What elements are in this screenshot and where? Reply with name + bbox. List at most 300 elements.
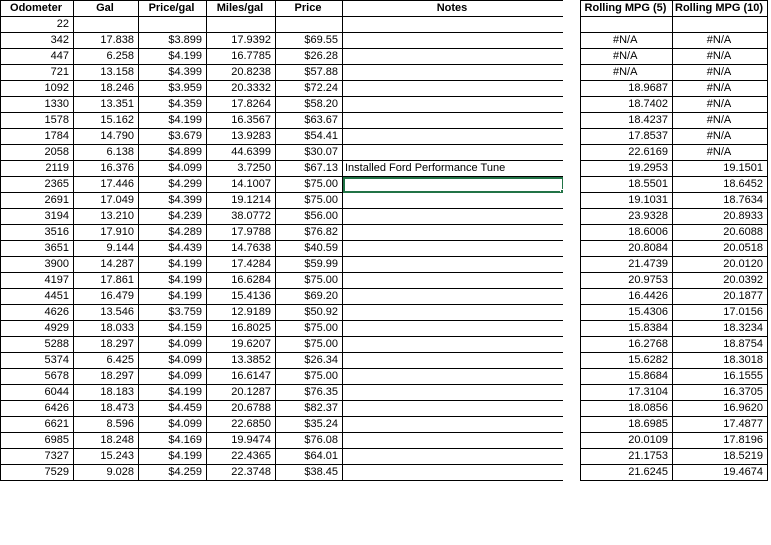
cell-rolling-mpg-5[interactable]: 17.8537 xyxy=(581,129,673,145)
table-row xyxy=(581,401,768,417)
table-row xyxy=(581,321,768,337)
cell-notes[interactable] xyxy=(343,353,564,369)
cell-rolling-mpg-5[interactable]: #N/A xyxy=(581,49,673,65)
table-row xyxy=(581,433,768,449)
cell-miles-per-gal[interactable] xyxy=(207,17,276,33)
cell-price-per-gal[interactable]: $4.199 xyxy=(139,449,207,465)
cell-rolling-mpg-10[interactable]: #N/A xyxy=(673,81,768,97)
cell-notes[interactable] xyxy=(343,33,564,49)
table-row xyxy=(581,161,768,177)
cell-price-per-gal[interactable]: $4.099 xyxy=(139,337,207,353)
cell-rolling-mpg-5[interactable]: 23.9328 xyxy=(581,209,673,225)
table-row xyxy=(1,241,564,257)
cell-miles-per-gal[interactable]: 16.7785 xyxy=(207,49,276,65)
cell-price[interactable]: $69.55 xyxy=(276,33,343,49)
cell-odometer[interactable]: 6985 xyxy=(1,433,74,449)
cell-price-per-gal[interactable]: $4.239 xyxy=(139,209,207,225)
table-row xyxy=(1,369,564,385)
cell-miles-per-gal[interactable]: 20.6788 xyxy=(207,401,276,417)
table-row xyxy=(1,177,564,193)
cell-rolling-mpg-5[interactable]: 18.0856 xyxy=(581,401,673,417)
table-row xyxy=(581,257,768,273)
cell-rolling-mpg-10[interactable]: 18.5219 xyxy=(673,449,768,465)
cell-notes[interactable] xyxy=(343,305,564,321)
table-row xyxy=(581,177,768,193)
table-row xyxy=(1,385,564,401)
cell-gal[interactable]: 6.258 xyxy=(74,49,139,65)
header-rolling-mpg-10[interactable]: Rolling MPG (10) xyxy=(673,1,768,17)
table-row xyxy=(1,225,564,241)
header-price-per-gal[interactable]: Price/gal xyxy=(139,1,207,17)
cell-odometer[interactable]: 1784 xyxy=(1,129,74,145)
cell-odometer[interactable]: 2119 xyxy=(1,161,74,177)
table-row xyxy=(581,145,768,161)
table-row xyxy=(581,17,768,33)
table-row xyxy=(581,449,768,465)
cell-price-per-gal[interactable]: $4.099 xyxy=(139,353,207,369)
cell-notes[interactable] xyxy=(343,417,564,433)
cell-rolling-mpg-10[interactable]: #N/A xyxy=(673,49,768,65)
cell-price-per-gal[interactable]: $4.399 xyxy=(139,65,207,81)
cell-notes[interactable] xyxy=(343,225,564,241)
cell-rolling-mpg-10[interactable]: 20.1877 xyxy=(673,289,768,305)
cell-rolling-mpg-10[interactable]: #N/A xyxy=(673,145,768,161)
cell-price-per-gal[interactable]: $4.199 xyxy=(139,257,207,273)
table-row xyxy=(581,289,768,305)
cell-miles-per-gal[interactable]: 20.1287 xyxy=(207,385,276,401)
cell-price[interactable]: $75.00 xyxy=(276,321,343,337)
header-notes[interactable]: Notes xyxy=(343,1,564,17)
cell-price[interactable]: $82.37 xyxy=(276,401,343,417)
cell-odometer[interactable]: 3194 xyxy=(1,209,74,225)
cell-price[interactable]: $69.20 xyxy=(276,289,343,305)
cell-odometer[interactable]: 7529 xyxy=(1,465,74,481)
cell-notes[interactable] xyxy=(343,65,564,81)
cell-rolling-mpg-5[interactable]: 18.6985 xyxy=(581,417,673,433)
cell-odometer[interactable]: 2691 xyxy=(1,193,74,209)
cell-miles-per-gal[interactable]: 22.3748 xyxy=(207,465,276,481)
table-row xyxy=(1,49,564,65)
header-odometer[interactable]: Odometer xyxy=(1,1,74,17)
cell-rolling-mpg-10[interactable]: 18.3018 xyxy=(673,353,768,369)
cell-rolling-mpg-10[interactable]: #N/A xyxy=(673,129,768,145)
cell-miles-per-gal[interactable]: 44.6399 xyxy=(207,145,276,161)
cell-price[interactable]: $50.92 xyxy=(276,305,343,321)
cell-price[interactable]: $67.13 xyxy=(276,161,343,177)
cell-rolling-mpg-5[interactable]: 21.4739 xyxy=(581,257,673,273)
table-row xyxy=(1,17,564,33)
cell-miles-per-gal[interactable]: 16.6284 xyxy=(207,273,276,289)
cell-price-per-gal[interactable]: $4.199 xyxy=(139,49,207,65)
cell-rolling-mpg-10[interactable]: 18.3234 xyxy=(673,321,768,337)
table-row xyxy=(1,401,564,417)
cell-gal[interactable]: 13.158 xyxy=(74,65,139,81)
table-row xyxy=(1,449,564,465)
cell-rolling-mpg-10[interactable]: 20.6088 xyxy=(673,225,768,241)
cell-price[interactable]: $76.35 xyxy=(276,385,343,401)
cell-price-per-gal[interactable]: $4.099 xyxy=(139,369,207,385)
cell-notes[interactable] xyxy=(343,449,564,465)
cell-odometer[interactable]: 1578 xyxy=(1,113,74,129)
cell-rolling-mpg-5[interactable]: 18.7402 xyxy=(581,97,673,113)
rolling-mpg-table xyxy=(580,0,768,481)
cell-rolling-mpg-5[interactable]: #N/A xyxy=(581,65,673,81)
cell-gal[interactable]: 17.838 xyxy=(74,33,139,49)
cell-price[interactable]: $38.45 xyxy=(276,465,343,481)
cell-notes[interactable] xyxy=(343,401,564,417)
cell-miles-per-gal[interactable]: 17.9788 xyxy=(207,225,276,241)
cell-price-per-gal[interactable]: $4.199 xyxy=(139,273,207,289)
table-row xyxy=(1,81,564,97)
header-price[interactable]: Price xyxy=(276,1,343,17)
cell-price-per-gal[interactable]: $4.899 xyxy=(139,145,207,161)
cell-odometer[interactable]: 4451 xyxy=(1,289,74,305)
cell-gal[interactable]: 17.861 xyxy=(74,273,139,289)
cell-price-per-gal[interactable]: $4.169 xyxy=(139,433,207,449)
table-row xyxy=(1,129,564,145)
cell-gal[interactable]: 13.210 xyxy=(74,209,139,225)
cell-odometer[interactable]: 3516 xyxy=(1,225,74,241)
cell-notes[interactable] xyxy=(343,369,564,385)
table-row xyxy=(1,209,564,225)
cell-odometer[interactable]: 3651 xyxy=(1,241,74,257)
cell-rolling-mpg-5[interactable]: 21.1753 xyxy=(581,449,673,465)
cell-price-per-gal[interactable]: $3.959 xyxy=(139,81,207,97)
cell-odometer[interactable]: 1092 xyxy=(1,81,74,97)
header-gal[interactable]: Gal xyxy=(74,1,139,17)
cell-rolling-mpg-5[interactable]: 22.6169 xyxy=(581,145,673,161)
table-row xyxy=(1,337,564,353)
cell-gal[interactable]: 6.138 xyxy=(74,145,139,161)
cell-rolling-mpg-10[interactable]: #N/A xyxy=(673,65,768,81)
cell-rolling-mpg-5[interactable]: 15.6282 xyxy=(581,353,673,369)
cell-notes[interactable] xyxy=(343,129,564,145)
table-row xyxy=(1,465,564,481)
table-row xyxy=(1,33,564,49)
cell-odometer[interactable]: 3900 xyxy=(1,257,74,273)
cell-odometer[interactable]: 6426 xyxy=(1,401,74,417)
cell-rolling-mpg-10[interactable]: 19.4674 xyxy=(673,465,768,481)
cell-rolling-mpg-10[interactable]: 17.8196 xyxy=(673,433,768,449)
cell-price[interactable] xyxy=(276,17,343,33)
cell-price-per-gal[interactable]: $4.359 xyxy=(139,97,207,113)
cell-rolling-mpg-5[interactable]: 16.4426 xyxy=(581,289,673,305)
cell-price[interactable]: $57.88 xyxy=(276,65,343,81)
cell-price-per-gal[interactable]: $4.199 xyxy=(139,385,207,401)
table-row xyxy=(581,305,768,321)
table-row xyxy=(581,65,768,81)
cell-price[interactable]: $26.28 xyxy=(276,49,343,65)
table-row xyxy=(581,113,768,129)
cell-gal[interactable]: 18.246 xyxy=(74,81,139,97)
cell-price[interactable]: $63.67 xyxy=(276,113,343,129)
cell-price[interactable]: $64.01 xyxy=(276,449,343,465)
cell-price[interactable]: $72.24 xyxy=(276,81,343,97)
cell-price[interactable]: $35.24 xyxy=(276,417,343,433)
cell-price[interactable]: $26.34 xyxy=(276,353,343,369)
cell-price-per-gal[interactable]: $4.259 xyxy=(139,465,207,481)
cell-price[interactable]: $76.08 xyxy=(276,433,343,449)
cell-price-per-gal[interactable]: $4.199 xyxy=(139,113,207,129)
table-row xyxy=(581,369,768,385)
cell-miles-per-gal[interactable]: 19.1214 xyxy=(207,193,276,209)
cell-odometer[interactable]: 2058 xyxy=(1,145,74,161)
table-row xyxy=(581,81,768,97)
cell-price[interactable]: $40.59 xyxy=(276,241,343,257)
table-row xyxy=(1,97,564,113)
cell-rolling-mpg-10[interactable]: 19.1501 xyxy=(673,161,768,177)
cell-notes[interactable] xyxy=(343,465,564,481)
cell-price-per-gal[interactable]: $4.099 xyxy=(139,417,207,433)
cell-price[interactable]: $75.00 xyxy=(276,273,343,289)
cell-odometer[interactable]: 5678 xyxy=(1,369,74,385)
cell-gal[interactable]: 17.446 xyxy=(74,177,139,193)
cell-odometer[interactable]: 22 xyxy=(1,17,74,33)
cell-rolling-mpg-5[interactable]: 18.4237 xyxy=(581,113,673,129)
table-row xyxy=(581,273,768,289)
cell-gal[interactable]: 17.910 xyxy=(74,225,139,241)
cell-rolling-mpg-5[interactable]: 20.0109 xyxy=(581,433,673,449)
cell-price[interactable]: $59.99 xyxy=(276,257,343,273)
cell-price-per-gal[interactable]: $4.399 xyxy=(139,193,207,209)
cell-gal[interactable]: 18.033 xyxy=(74,321,139,337)
cell-odometer[interactable]: 342 xyxy=(1,33,74,49)
cell-gal[interactable]: 13.351 xyxy=(74,97,139,113)
cell-odometer[interactable]: 7327 xyxy=(1,449,74,465)
cell-miles-per-gal[interactable]: 16.8025 xyxy=(207,321,276,337)
cell-rolling-mpg-10[interactable]: #N/A xyxy=(673,97,768,113)
cell-gal[interactable]: 14.790 xyxy=(74,129,139,145)
cell-miles-per-gal[interactable]: 14.1007 xyxy=(207,177,276,193)
cell-price-per-gal[interactable]: $4.099 xyxy=(139,161,207,177)
cell-rolling-mpg-10[interactable]: 18.7634 xyxy=(673,193,768,209)
cell-miles-per-gal[interactable]: 17.4284 xyxy=(207,257,276,273)
cell-odometer[interactable]: 6044 xyxy=(1,385,74,401)
cell-notes[interactable] xyxy=(343,17,564,33)
cell-gal[interactable]: 16.376 xyxy=(74,161,139,177)
cell-miles-per-gal[interactable]: 19.6207 xyxy=(207,337,276,353)
cell-gal[interactable]: 18.248 xyxy=(74,433,139,449)
cell-odometer[interactable]: 4929 xyxy=(1,321,74,337)
cell-miles-per-gal[interactable]: 38.0772 xyxy=(207,209,276,225)
cell-price[interactable]: $30.07 xyxy=(276,145,343,161)
cell-rolling-mpg-10[interactable] xyxy=(673,17,768,33)
cell-odometer[interactable]: 5288 xyxy=(1,337,74,353)
cell-odometer[interactable]: 721 xyxy=(1,65,74,81)
cell-rolling-mpg-5[interactable]: 15.8384 xyxy=(581,321,673,337)
cell-notes[interactable] xyxy=(343,321,564,337)
cell-price[interactable]: $56.00 xyxy=(276,209,343,225)
cell-rolling-mpg-5[interactable]: 15.8684 xyxy=(581,369,673,385)
hidden-columns-gap xyxy=(563,0,580,545)
cell-rolling-mpg-5[interactable]: #N/A xyxy=(581,33,673,49)
cell-gal[interactable]: 18.297 xyxy=(74,369,139,385)
cell-odometer[interactable]: 2365 xyxy=(1,177,74,193)
table-row xyxy=(581,417,768,433)
cell-rolling-mpg-5[interactable]: 21.6245 xyxy=(581,465,673,481)
cell-notes[interactable] xyxy=(343,337,564,353)
cell-price-per-gal[interactable]: $3.679 xyxy=(139,129,207,145)
cell-gal[interactable]: 15.243 xyxy=(74,449,139,465)
table-row xyxy=(581,225,768,241)
cell-gal[interactable]: 18.297 xyxy=(74,337,139,353)
table-row xyxy=(1,321,564,337)
table-row xyxy=(1,417,564,433)
cell-rolling-mpg-5[interactable]: 18.9687 xyxy=(581,81,673,97)
cell-price[interactable]: $75.00 xyxy=(276,369,343,385)
cell-price-per-gal[interactable] xyxy=(139,17,207,33)
table-row xyxy=(581,465,768,481)
cell-rolling-mpg-5[interactable]: 19.2953 xyxy=(581,161,673,177)
cell-miles-per-gal[interactable]: 16.6147 xyxy=(207,369,276,385)
table-row xyxy=(1,113,564,129)
header-row xyxy=(1,1,564,17)
table-row xyxy=(581,385,768,401)
cell-notes[interactable] xyxy=(343,49,564,65)
table-row xyxy=(1,193,564,209)
cell-price[interactable]: $54.41 xyxy=(276,129,343,145)
cell-price[interactable]: $75.00 xyxy=(276,177,343,193)
cell-notes[interactable] xyxy=(343,433,564,449)
cell-notes[interactable] xyxy=(343,273,564,289)
cell-rolling-mpg-10[interactable]: 16.1555 xyxy=(673,369,768,385)
cell-miles-per-gal[interactable]: 12.9189 xyxy=(207,305,276,321)
cell-rolling-mpg-10[interactable]: 20.8933 xyxy=(673,209,768,225)
cell-rolling-mpg-5[interactable]: 20.8084 xyxy=(581,241,673,257)
rolling-header-row xyxy=(581,1,768,17)
cell-gal[interactable]: 9.028 xyxy=(74,465,139,481)
table-row xyxy=(581,33,768,49)
table-row xyxy=(581,193,768,209)
cell-miles-per-gal[interactable]: 13.9283 xyxy=(207,129,276,145)
cell-rolling-mpg-10[interactable]: 18.8754 xyxy=(673,337,768,353)
cell-miles-per-gal[interactable]: 20.8238 xyxy=(207,65,276,81)
cell-rolling-mpg-10[interactable]: 16.3705 xyxy=(673,385,768,401)
table-row xyxy=(1,161,564,177)
cell-gal[interactable]: 18.473 xyxy=(74,401,139,417)
cell-notes[interactable] xyxy=(343,97,564,113)
table-row xyxy=(1,433,564,449)
cell-odometer[interactable]: 4626 xyxy=(1,305,74,321)
cell-odometer[interactable]: 447 xyxy=(1,49,74,65)
cell-odometer[interactable]: 4197 xyxy=(1,273,74,289)
cell-rolling-mpg-10[interactable]: 20.0518 xyxy=(673,241,768,257)
cell-notes[interactable]: Installed Ford Performance Tune xyxy=(343,161,564,177)
cell-odometer[interactable]: 1330 xyxy=(1,97,74,113)
cell-price-per-gal[interactable]: $4.439 xyxy=(139,241,207,257)
cell-gal[interactable]: 8.596 xyxy=(74,417,139,433)
cell-rolling-mpg-10[interactable]: 17.0156 xyxy=(673,305,768,321)
cell-gal[interactable]: 14.287 xyxy=(74,257,139,273)
header-miles-per-gal[interactable]: Miles/gal xyxy=(207,1,276,17)
cell-price[interactable]: $76.82 xyxy=(276,225,343,241)
cell-price-per-gal[interactable]: $4.159 xyxy=(139,321,207,337)
table-row xyxy=(1,289,564,305)
cell-rolling-mpg-5[interactable]: 18.5501 xyxy=(581,177,673,193)
cell-notes-selected[interactable] xyxy=(343,177,564,193)
cell-price-per-gal[interactable]: $4.199 xyxy=(139,289,207,305)
cell-miles-per-gal[interactable]: 19.9474 xyxy=(207,433,276,449)
cell-rolling-mpg-10[interactable]: 16.9620 xyxy=(673,401,768,417)
cell-miles-per-gal[interactable]: 3.7250 xyxy=(207,161,276,177)
cell-rolling-mpg-5[interactable]: 16.2768 xyxy=(581,337,673,353)
table-row xyxy=(1,145,564,161)
cell-miles-per-gal[interactable]: 14.7638 xyxy=(207,241,276,257)
table-row xyxy=(581,337,768,353)
cell-gal[interactable]: 13.546 xyxy=(74,305,139,321)
cell-gal[interactable]: 16.479 xyxy=(74,289,139,305)
cell-price[interactable]: $75.00 xyxy=(276,193,343,209)
cell-price-per-gal[interactable]: $4.459 xyxy=(139,401,207,417)
table-row xyxy=(581,353,768,369)
cell-rolling-mpg-10[interactable]: #N/A xyxy=(673,113,768,129)
cell-gal[interactable]: 17.049 xyxy=(74,193,139,209)
cell-rolling-mpg-10[interactable]: 18.6452 xyxy=(673,177,768,193)
cell-rolling-mpg-10[interactable]: 17.4877 xyxy=(673,417,768,433)
cell-price-per-gal[interactable]: $3.759 xyxy=(139,305,207,321)
cell-gal[interactable]: 15.162 xyxy=(74,113,139,129)
cell-notes[interactable] xyxy=(343,209,564,225)
cell-rolling-mpg-5[interactable]: 19.1031 xyxy=(581,193,673,209)
cell-odometer[interactable]: 5374 xyxy=(1,353,74,369)
cell-price-per-gal[interactable]: $4.299 xyxy=(139,177,207,193)
table-row xyxy=(581,241,768,257)
cell-notes[interactable] xyxy=(343,145,564,161)
cell-notes[interactable] xyxy=(343,289,564,305)
cell-miles-per-gal[interactable]: 13.3852 xyxy=(207,353,276,369)
table-row xyxy=(1,65,564,81)
cell-rolling-mpg-10[interactable]: 20.0392 xyxy=(673,273,768,289)
cell-miles-per-gal[interactable]: 15.4136 xyxy=(207,289,276,305)
cell-gal[interactable]: 6.425 xyxy=(74,353,139,369)
cell-gal[interactable] xyxy=(74,17,139,33)
cell-notes[interactable] xyxy=(343,113,564,129)
cell-rolling-mpg-5[interactable]: 18.6006 xyxy=(581,225,673,241)
cell-miles-per-gal[interactable]: 20.3332 xyxy=(207,81,276,97)
table-row xyxy=(581,209,768,225)
cell-notes[interactable] xyxy=(343,241,564,257)
cell-price-per-gal[interactable]: $3.899 xyxy=(139,33,207,49)
cell-miles-per-gal[interactable]: 22.6850 xyxy=(207,417,276,433)
cell-rolling-mpg-5[interactable]: 15.4306 xyxy=(581,305,673,321)
table-row xyxy=(1,273,564,289)
cell-notes[interactable] xyxy=(343,385,564,401)
cell-price[interactable]: $75.00 xyxy=(276,337,343,353)
header-rolling-mpg-5[interactable]: Rolling MPG (5) xyxy=(581,1,673,17)
cell-notes[interactable] xyxy=(343,81,564,97)
cell-price[interactable]: $58.20 xyxy=(276,97,343,113)
cell-rolling-mpg-5[interactable]: 17.3104 xyxy=(581,385,673,401)
cell-miles-per-gal[interactable]: 16.3567 xyxy=(207,113,276,129)
cell-notes[interactable] xyxy=(343,193,564,209)
cell-gal[interactable]: 9.144 xyxy=(74,241,139,257)
cell-price-per-gal[interactable]: $4.289 xyxy=(139,225,207,241)
cell-rolling-mpg-5[interactable] xyxy=(581,17,673,33)
cell-miles-per-gal[interactable]: 17.9392 xyxy=(207,33,276,49)
cell-rolling-mpg-5[interactable]: 20.9753 xyxy=(581,273,673,289)
cell-rolling-mpg-10[interactable]: 20.0120 xyxy=(673,257,768,273)
cell-gal[interactable]: 18.183 xyxy=(74,385,139,401)
cell-rolling-mpg-10[interactable]: #N/A xyxy=(673,33,768,49)
table-row xyxy=(581,97,768,113)
cell-notes[interactable] xyxy=(343,257,564,273)
table-row xyxy=(1,257,564,273)
cell-miles-per-gal[interactable]: 17.8264 xyxy=(207,97,276,113)
table-row xyxy=(581,129,768,145)
cell-miles-per-gal[interactable]: 22.4365 xyxy=(207,449,276,465)
cell-odometer[interactable]: 6621 xyxy=(1,417,74,433)
table-row xyxy=(1,305,564,321)
